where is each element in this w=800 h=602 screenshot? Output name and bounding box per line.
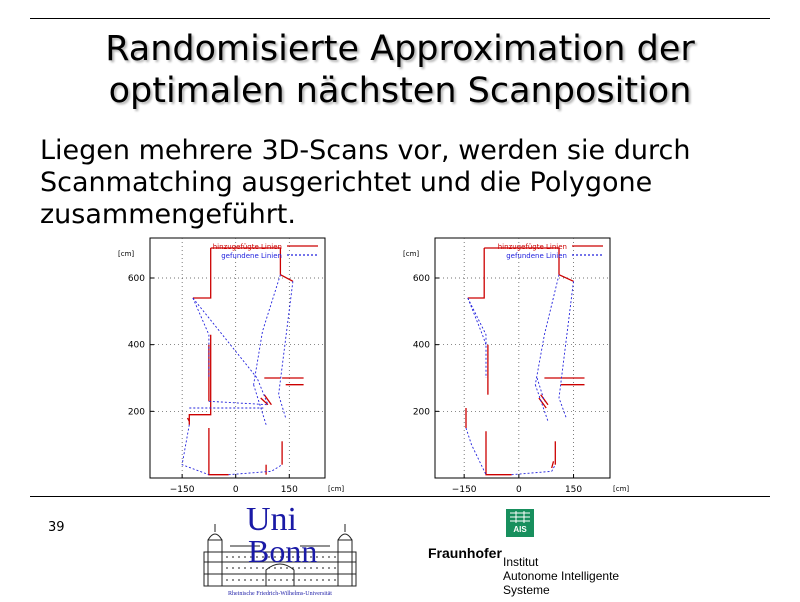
line-plot-after xyxy=(395,238,630,496)
uni-text-2: Bonn xyxy=(248,533,318,569)
page-number: 39 xyxy=(48,520,65,535)
uni-bonn-logo xyxy=(200,500,362,602)
y-tick-label: 600 xyxy=(412,274,430,284)
slide-body-text: Liegen mehrere 3D-Scans vor, werden sie durch Scanmatching ausgerichtet und die Polygone zusammengeführt. xyxy=(40,135,691,230)
x-tick-label: 150 xyxy=(280,485,298,495)
plot-svg xyxy=(395,238,630,496)
legend-label: gefundene Linien xyxy=(506,252,567,260)
legend-label: hinzugefügte Linien xyxy=(497,243,567,251)
slide-title-line-1: Randomisierte Approximation der xyxy=(105,29,695,69)
top-rule xyxy=(30,18,770,19)
uni-bonn-logo-graphic xyxy=(200,500,362,598)
plot-frame xyxy=(150,238,325,478)
footer-rule xyxy=(30,496,770,497)
fraunhofer-ais-logo xyxy=(428,508,658,598)
x-tick-label: 0 xyxy=(232,485,239,495)
ais-badge xyxy=(506,509,534,537)
slide-title xyxy=(0,28,800,112)
ais-label: AIS xyxy=(513,525,527,534)
fraunhofer-wordmark: Fraunhofer xyxy=(428,545,502,561)
plot-svg xyxy=(110,238,345,496)
y-unit-label: [cm] xyxy=(403,250,420,258)
institute-line-1: Institut xyxy=(503,555,539,569)
y-tick-label: 200 xyxy=(127,407,145,418)
y-tick-label: 400 xyxy=(127,340,145,351)
x-unit-label: [cm] xyxy=(328,485,345,493)
x-tick-label: −150 xyxy=(451,485,477,495)
x-tick-label: −150 xyxy=(169,485,195,495)
y-unit-label: [cm] xyxy=(118,250,135,258)
uni-caption: Rheinische Friedrich-Wilhelms-Universität xyxy=(228,591,332,597)
x-unit-label: [cm] xyxy=(613,485,630,493)
y-tick-label: 400 xyxy=(412,340,430,351)
x-tick-label: 150 xyxy=(564,485,583,495)
x-tick-label: 0 xyxy=(515,485,522,495)
institute-line-2: Autonome Intelligente xyxy=(503,569,620,583)
institute-name xyxy=(503,555,619,597)
y-tick-label: 600 xyxy=(127,274,145,284)
line-plot-before xyxy=(110,238,345,496)
legend-label: hinzugefügte Linien xyxy=(212,243,282,251)
y-tick-label: 200 xyxy=(412,407,430,418)
institute-line-3: Systeme xyxy=(503,583,550,597)
uni-text-1: Uni xyxy=(246,501,297,538)
slide-title-line-2: optimalen nächsten Scanposition xyxy=(108,71,692,111)
ais-grid-icon xyxy=(506,509,534,525)
plot-frame xyxy=(435,238,610,478)
legend-label: gefundene Linien xyxy=(221,252,282,260)
